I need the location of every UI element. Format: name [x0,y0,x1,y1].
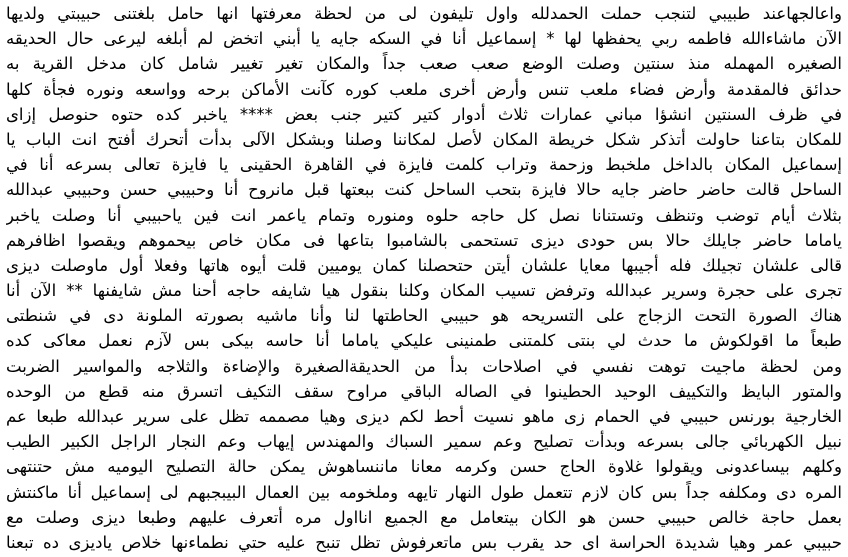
text-line: الصغيره المهمله منذ سنتين وصلت الوضع صعب صعب جداً والمكان تغير تغيير شامل كان مدخل القرية به [6,54,842,74]
text-line: ومن لحظة ماجيت توهت نفسي في اصلاحات بدأ من الحديقةالصغيرة والإضاءة والثلاجه والمواسير الضربت [6,356,842,376]
text-line: بعمل حاجة خالص حبيبي حسن هو الكان بيتعامل مع الجميع انااول مره أتعرف عليهم وطبعا ديزى وصلت مع [6,507,842,527]
text-line: حبيبي عمر وهيا شديدة الحراسة اى حد يقرب بس ماتعرفوش تظل تنبح عليه حتي نطماءنها خلاص ياديزى ده تبعنا [6,532,842,552]
text-line: نبيل الكهربائي جالى بسرعه وبدأت تصليح وعم سمير السباك والمهندس إيهاب وعم النجار الراجل الكبير الطيب [6,432,842,452]
text-line: للمكان بتاعنا حاولت أتذكر شكل خريطة المكان لأصل لمكاننا وصلنا وبشكل الآلى بدأت أتحرك أفتح انت الباب يا [6,129,842,149]
text-line: تجرى على حجرة وسرير عبدالله وترفض تسيب المكان وكلنا بنقول هيا شايفه حاجه أحنا مش شايفنها ** الآن أنا [6,281,842,301]
text-line: الخارجية بورنس حبيبي في الحمام زى ماهو نسيت أحط لكم ديزى وهيا مصممه تظل على سرير عبدالله طبعا عم [6,407,842,426]
text-line: الساحل قالت حاضر حاضر جايه حالا فايزة بتحب الساحل كنت ببعتها قبل مانروح أنا وحبيبي حسن وحبيبي عبدالله [6,180,842,200]
text-line: وكلهم بيساعدونى ويقولوا غلاوة الحاج حسن وكرمه معانا ماننساهوش يمكن حالة التصليح اليوميه مش حتنتهى [6,457,842,477]
text-line: في ظرف السنتين انشؤا مباني عمارات ثلاث أدوار كتير كتير جنب بعض **** ياخبر كده حتوه حنوصل إزاى [6,104,842,124]
text-line: واعالجهاعند طبيبي لتنجب حملت الحمدلله واول تليفون لى من لحظة معرفتها انها حامل بلغتنى حبيبتي ولديها [6,4,842,23]
text-line: هناك الصورة التحت الزجاج على التسريحه هو حبيبي الحاطتها لنا وأنا ماشيه بصورته الملونة دى في شنطتى [6,306,842,326]
text-line: طبعاً ما اقولكوش ما حدث لي بنتى كلمتنى طمنينى عليكي ياماما أنا حاسه بيكى بس لآزم نعمل معاكى كده [6,331,842,351]
text-line: الآن ماشاءالله فاطمه ربي يحفظها لها * إسماعيل أنا في السكه جايه يا أبني اتخض لم أبلغه ليرعى حال الحديقه [6,29,842,49]
text-line: المره دى ومكلفه جداً بس كان لازم تتعمل طول النهار تايهه وملخومه بين العمال البيبجبهم لى إسماعيل أنا ماكنتش [6,482,842,502]
text-line: إسماعيل المكان بالداخل ملخبط وزحمة وتراب كلمت فايزة في القاهرة الحقينى يا فايزة تعالى بسرعه أنا في [6,155,842,175]
text-line: ياماما حاضر جايلك حالا بس حودى ديزى تستحمى بالشامبوا بتاعها فى مكان خاص بيحموهم ويقصوا اظافرهم [6,230,842,250]
text-line: والمتور البايظ والتكييف الوحيد الحطينوا في الصاله الباقي مراوح سقف التكيف اتسرق منه قطع من الوحده [6,381,842,401]
text-line: قالى علشان تجيلك فله أجيبها معايا علشان أيتن حتحصلنا كمان يوميين قلت أيوه هاتها وفعلا أول ماوصلت ديزى [6,255,842,275]
text-line: حدائق فالمقدمة وأرض فضاء ملعب تنس وأرض أخرى ملعب كوره كآنت الأماكن برحه وواسعه ونوره فجأة كلها [6,79,842,99]
text-line: بثلاث أيام توضب وتنظف وتستنانا نصل كل حاجه حلوه ومنوره وتمام ياعمر انت فين ياحبيبي أنا وصلت ياخبر [6,205,842,225]
